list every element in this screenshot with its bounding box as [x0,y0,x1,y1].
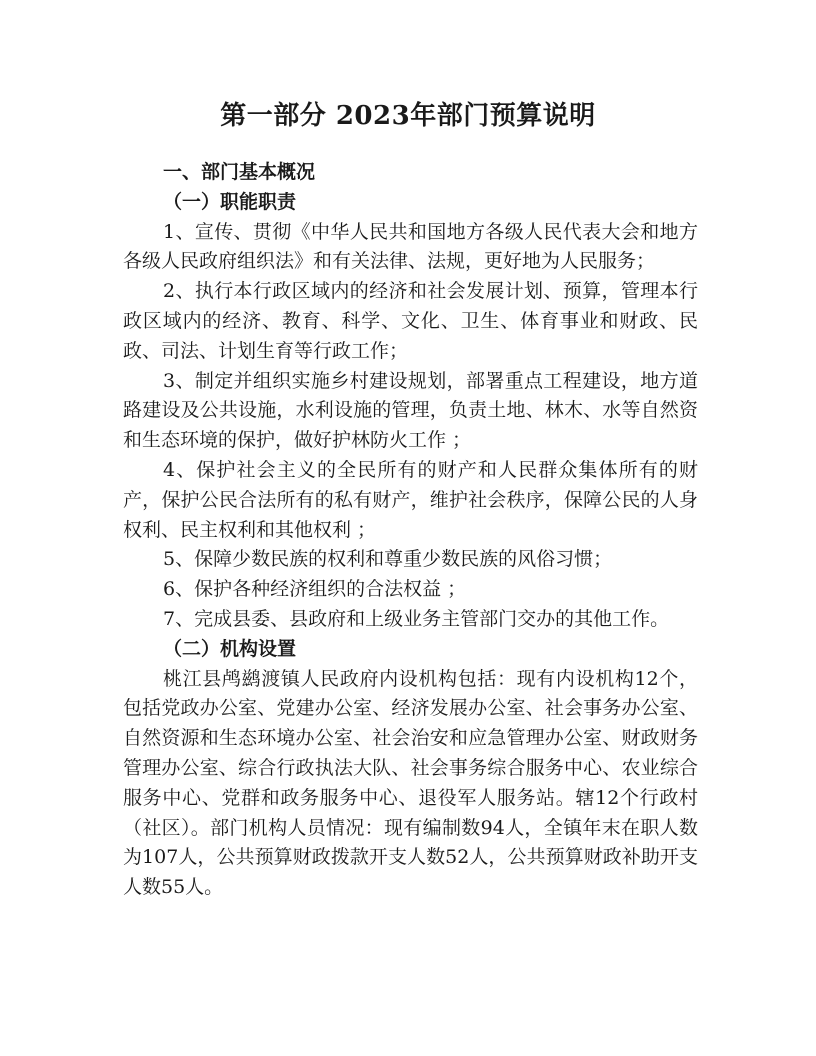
duty-paragraph-1: 1、宣传、贯彻《中华人民共和国地方各级人民代表大会和地方各级人民政府组织法》和有关法律、法规，更好地为人民服务； [123,220,698,273]
subsection-heading-organization: （二）机构设置 [163,637,297,660]
duty-paragraph-7: 7、完成县委、县政府和上级业务主管部门交办的其他工作。 [163,607,670,630]
subsection-heading-duties: （一）职能职责 [163,190,297,213]
duty-paragraph-3: 3、制定并组织实施乡村建设规划，部署重点工程建设，地方道路建设及公共设施，水利设施的管理，负责土地、林木、水等自然资和生态环境的保护，做好护林防火工作 ； [123,369,698,452]
duty-paragraph-4: 4、保护社会主义的全民所有的财产和人民群众集体所有的财产，保护公民合法所有的私有财产，维护社会秩序，保障公民的人身权利、民主权利和其他权利 ； [123,458,698,541]
section-heading-basic-overview: 一、部门基本概况 [163,161,316,183]
duty-paragraph-2: 2、执行本行政区域内的经济和社会发展计划、预算，管理本行政区域内的经济、教育、科学、文化、卫生、体育事业和财政、民政、司法、计划生育等行政工作； [123,280,698,362]
organization-paragraph: 桃江县鸬鹚渡镇人民政府内设机构包括：现有内设机构12个，包括党政办公室、党建办公室、经济发展办公室、社会事务办公室、自然资源和生态环境办公室、社会治安和应急管理办公室、财政财务管理办公室、综合行政执法大队、社会事务综合服务中心、农业综合服务中心、党群和政务服务中心、退役军人服务站。辖12个行政村（社区）。部门机构人员情况：现有编制数94人，全镇年末在职人数为107人，公共预算财政拨款开支人数52人，公共预算财政补助开支人数55人。 [123,667,698,899]
page-title: 第一部分 2023年部门预算说明 [220,101,596,131]
duty-paragraph-6: 6、保护各种经济组织的合法权益 ； [163,578,467,601]
duty-paragraph-5: 5、保障少数民族的权利和尊重少数民族的风俗习惯； [163,548,613,571]
document-body [123,158,698,903]
